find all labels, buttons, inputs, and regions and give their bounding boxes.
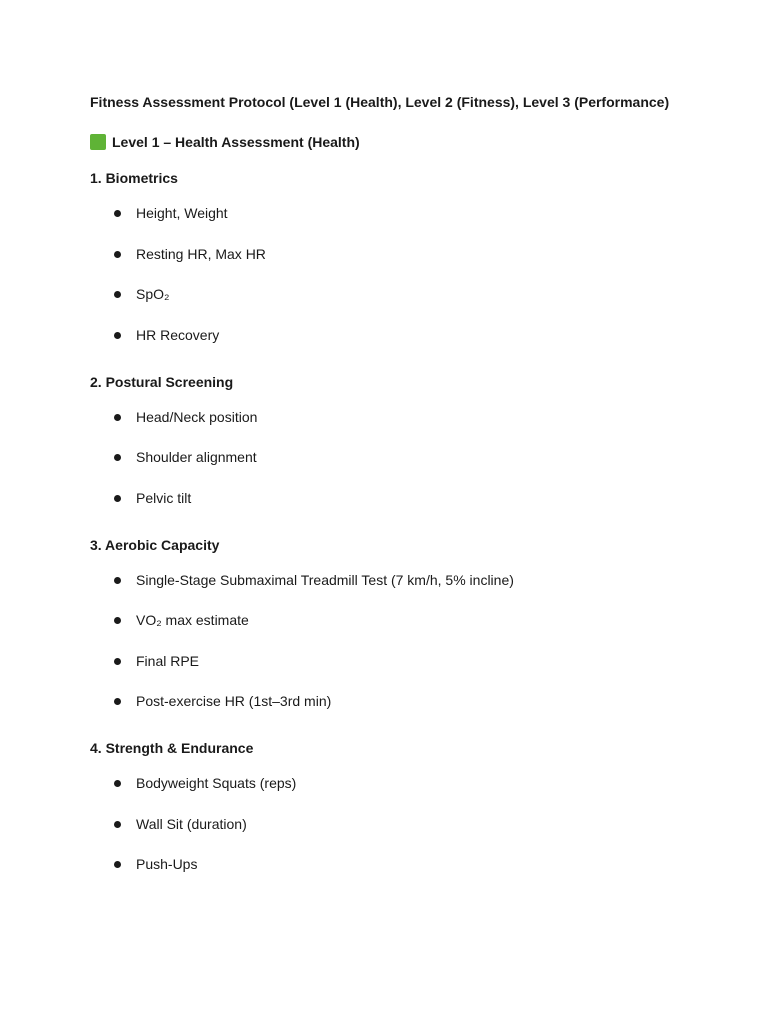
list-item-text: Height, Weight (136, 205, 228, 221)
bullet-icon (114, 821, 121, 828)
bullet-icon (114, 577, 121, 584)
section-aerobic-capacity (90, 536, 730, 711)
bullet-icon (114, 780, 121, 787)
list-item (90, 571, 730, 589)
section-heading: 1. Biometrics (90, 170, 178, 186)
list-item (90, 245, 730, 263)
list-item (90, 611, 730, 629)
list-item-text: Wall Sit (duration) (136, 815, 247, 832)
list-item (90, 652, 730, 670)
list-item (90, 285, 730, 303)
list-item-text: VO₂ max estimate (136, 612, 249, 628)
level-heading (90, 133, 730, 151)
bullet-icon (114, 861, 121, 868)
list-item-text: Bodyweight Squats (reps) (136, 775, 297, 791)
list-item-text: Shoulder alignment (136, 449, 257, 465)
list-item-text: Post-exercise HR (1st–3rd min) (136, 693, 332, 709)
level-heading-text: Level 1 – Health Assessment (Health) (112, 134, 360, 150)
list-item-text: Final RPE (136, 652, 200, 669)
list-item-text: Single-Stage Submaximal Treadmill Test (7 km/h, 5% incline) (136, 571, 514, 588)
document-page (90, 93, 730, 873)
bullet-icon (114, 251, 121, 258)
green-square-icon (90, 134, 106, 150)
bullet-icon (114, 698, 121, 705)
bullet-icon (114, 658, 121, 665)
list-item (90, 408, 730, 426)
bullet-icon (114, 291, 121, 298)
document-title: Fitness Assessment Protocol (Level 1 (Health), Level 2 (Fitness), Level 3 (Performance) (90, 94, 670, 110)
list-item-text: Push-Ups (136, 856, 198, 872)
list-item (90, 448, 730, 466)
section-biometrics (90, 169, 730, 344)
bullet-list (90, 204, 730, 344)
list-item (90, 815, 730, 833)
bullet-icon (114, 414, 121, 421)
bullet-list (90, 571, 730, 711)
bullet-icon (114, 332, 121, 339)
bullet-icon (114, 210, 121, 217)
bullet-list (90, 408, 730, 507)
list-item (90, 204, 730, 222)
bullet-icon (114, 495, 121, 502)
list-item (90, 489, 730, 507)
section-strength-endurance (90, 739, 730, 873)
section-heading: 4. Strength & Endurance (90, 740, 254, 756)
list-item (90, 774, 730, 792)
bullet-icon (114, 454, 121, 461)
list-item (90, 855, 730, 873)
bullet-list (90, 774, 730, 873)
list-item-text: Resting HR, Max HR (136, 245, 266, 262)
bullet-icon (114, 617, 121, 624)
list-item (90, 326, 730, 344)
list-item-text: SpO₂ (136, 286, 170, 302)
section-heading: 3. Aerobic Capacity (90, 536, 220, 553)
list-item (90, 692, 730, 710)
section-postural-screening (90, 373, 730, 507)
list-item-text: HR Recovery (136, 326, 220, 343)
list-item-text: Head/Neck position (136, 408, 258, 425)
section-heading: 2. Postural Screening (90, 373, 234, 390)
list-item-text: Pelvic tilt (136, 489, 192, 506)
